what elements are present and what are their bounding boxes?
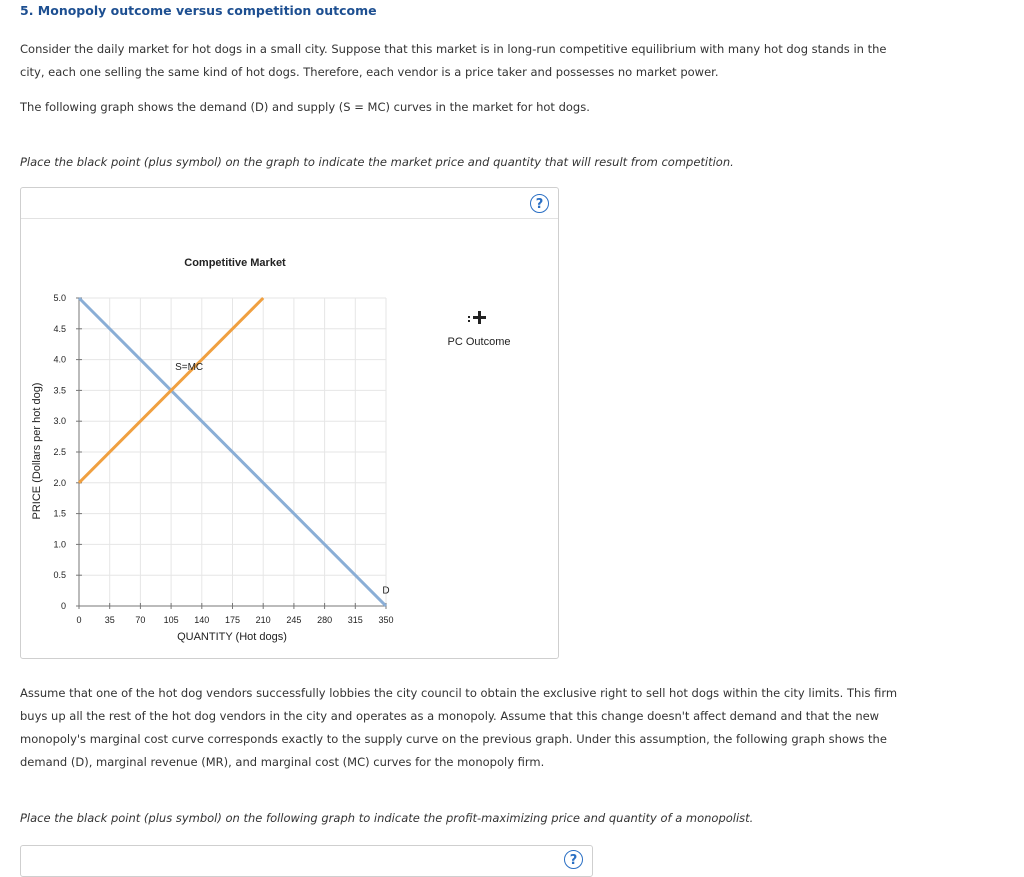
y-tick-label: 1.0 (53, 539, 66, 550)
series-label-d: D (382, 585, 390, 597)
graph-description: The following graph shows the demand (D) and supply (S = MC) curves in the market for hot dogs. (20, 100, 590, 114)
instruction-competition: Place the black point (plus symbol) on the graph to indicate the market price and quantity that will result from competition. (20, 155, 734, 169)
y-tick-label: 3.5 (53, 385, 66, 396)
x-tick-label: 0 (76, 615, 82, 625)
x-tick-label: 210 (255, 615, 271, 625)
series-label-s-mc: S=MC (175, 361, 204, 373)
x-tick-label: 280 (317, 615, 333, 625)
y-tick-label: 2.0 (53, 477, 66, 488)
y-tick-label: 1.5 (53, 508, 66, 519)
plus-point-icon[interactable] (468, 311, 486, 324)
instruction-monopoly: Place the black point (plus symbol) on the following graph to indicate the profit-maximizing price and quantity of a monopolist. (20, 811, 754, 825)
x-tick-label: 105 (163, 615, 179, 625)
x-tick-label: 315 (347, 615, 363, 625)
help-icon[interactable]: ? (564, 850, 583, 869)
y-tick-label: 4.0 (53, 354, 66, 365)
x-tick-label: 70 (135, 615, 146, 625)
y-tick-label: 3.0 (53, 416, 66, 427)
pc-outcome-label: PC Outcome (447, 336, 511, 348)
x-tick-label: 350 (378, 615, 394, 625)
graph-panel-header (21, 188, 558, 219)
y-tick-label: 2.5 (53, 447, 66, 457)
graph-panel-competitive (20, 187, 559, 659)
x-tick-label: 140 (194, 615, 210, 625)
help-icon[interactable]: ? (530, 194, 549, 213)
x-tick-label: 35 (104, 615, 115, 625)
y-tick-label: 5.0 (53, 293, 66, 303)
graph-panel-monopoly (20, 845, 593, 877)
pc-outcome-tool[interactable] (448, 311, 511, 348)
x-axis-label: QUANTITY (Hot dogs) (177, 631, 287, 643)
intro-paragraph: Consider the daily market for hot dogs in a small city. Suppose that this market is in long-run competitive equilibrium with many hot dog stands in the city, each one selling the same kind of hot dogs. Therefore, each vendor is a price taker and possesses no market power. (20, 42, 887, 79)
competitive-market-chart (21, 218, 558, 658)
x-tick-label: 175 (224, 615, 241, 625)
question-title: 5. Monopoly outcome versus competition outcome (20, 3, 377, 18)
y-axis-label: PRICE (Dollars per hot dog) (31, 382, 43, 520)
y-tick-label: 0 (60, 601, 66, 611)
monopoly-paragraph: Assume that one of the hot dog vendors successfully lobbies the city council to obtain the exclusive right to sell hot dogs within the city limits. This firm buys up all the rest of the hot dog vendors in the city and operates as a monopoly. Assume that this change doesn't affect demand and that the new monopoly's marginal cost curve corresponds exactly to the supply curve on the previous graph. Under this assumption, the following graph shows the demand (D), marginal revenue (MR), and marginal cost (MC) curves for the monopoly firm. (20, 686, 898, 769)
y-tick-label: 4.5 (53, 323, 66, 334)
y-tick-label: 0.5 (53, 570, 66, 581)
x-tick-label: 245 (286, 615, 302, 625)
chart-title: Competitive Market (184, 257, 286, 269)
